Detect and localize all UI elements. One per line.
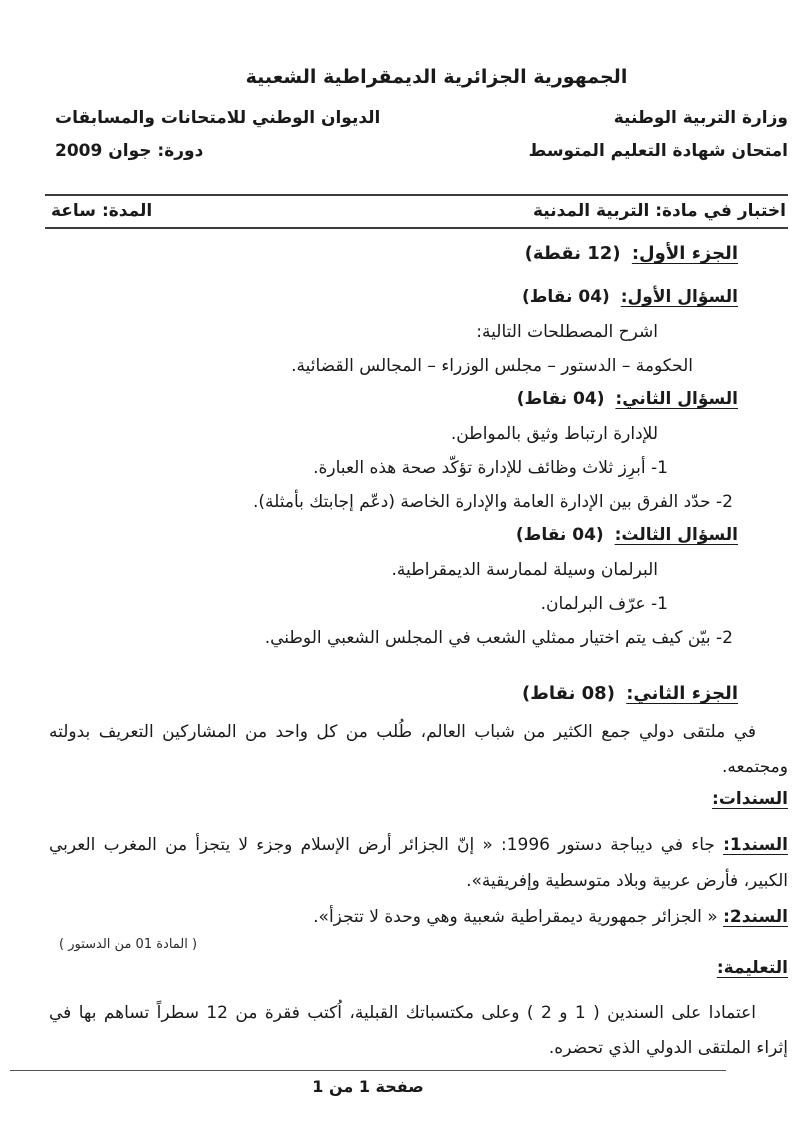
- question3-line: 2- بيّن كيف يتم اختيار ممثلي الشعب في المجلس الشعبي الوطني.: [264, 628, 733, 648]
- document-2: [49, 899, 788, 935]
- question1-line: الحكومة – الدستور – مجلس الوزراء – المجالس القضائية.: [291, 356, 693, 376]
- part2-points: (08 نقاط): [521, 683, 615, 704]
- duration-line: المدة: ساعة: [51, 201, 153, 221]
- exam-info-bar: [45, 194, 788, 229]
- question3-points: (04 نقاط): [515, 525, 604, 545]
- part1-heading: [45, 243, 738, 269]
- document-1: [49, 827, 788, 899]
- question1-title: السؤال الأول:: [620, 287, 738, 307]
- question2-heading: [45, 389, 738, 413]
- documents-title: السندات:: [712, 789, 788, 809]
- header-left-column: [0, 102, 380, 168]
- document-1-text: جاء في ديباجة دستور 1996: « إنّ الجزائر أرض الإسلام وجزء لا يتجزأ من المغرب العربي الكبير، فأرض عربية وبلاد متوسطية وإفريقية».: [49, 835, 788, 891]
- part2-heading: [45, 683, 738, 709]
- question3-line: 1- عرّف البرلمان.: [540, 594, 668, 614]
- question3-line: البرلمان وسيلة لممارسة الديمقراطية.: [391, 560, 658, 580]
- question2-title: السؤال الثاني:: [615, 389, 738, 409]
- exam-office-line: الديوان الوطني للامتحانات والمسابقات: [55, 108, 381, 128]
- document-source-note: ( المادة 01 من الدستور ): [59, 937, 198, 952]
- document-header: [45, 102, 788, 168]
- part2-intro-paragraph: في ملتقى دولي جمع الكثير من شباب العالم، طُلب من كل واحد من المشاركين التعريف بدولته ومجتمعه.: [49, 722, 788, 777]
- question1-points: (04 نقاط): [522, 287, 610, 307]
- question2-line: 2- حدّد الفرق بين الإدارة العامة والإدارة الخاصة (دعّم إجابتك بأمثلة).: [252, 492, 733, 512]
- page-footer: [10, 1070, 726, 1096]
- question3-heading: [45, 525, 738, 549]
- documents-heading: [45, 789, 788, 813]
- ministry-line: وزارة التربية الوطنية: [613, 108, 788, 128]
- exam-name-line: امتحان شهادة التعليم المتوسط: [528, 141, 788, 161]
- header-right-column: [529, 102, 788, 168]
- part1-title: الجزء الأول:: [631, 243, 738, 264]
- subject-line: اختبار في مادة: التربية المدنية: [532, 201, 786, 221]
- question2-line: 1- أبرِز ثلاث وظائف للإدارة تؤكّد صحة هذه العبارة.: [313, 458, 668, 478]
- instruction-title: التعليمة:: [716, 958, 788, 978]
- question2-line: للإدارة ارتباط وثيق بالمواطن.: [450, 424, 658, 444]
- republic-title: الجمهورية الجزائرية الديمقراطية الشعبية: [245, 66, 628, 88]
- document-2-label: السند2:: [723, 907, 788, 927]
- question1-heading: [45, 287, 738, 311]
- instruction-heading: [45, 958, 788, 982]
- page-number: صفحة 1 من 1: [312, 1077, 424, 1096]
- part2-title: الجزء الثاني:: [626, 683, 738, 704]
- question3-title: السؤال الثالث:: [614, 525, 738, 545]
- instruction-paragraph: اعتمادا على السندين ( 1 و 2 ) وعلى مكتسباتك القبلية، اُكتب فقرة من 12 سطراً تساهم بها في إثراء الملتقى الدولي الذي تحضره.: [49, 1003, 788, 1058]
- session-line: دورة: جوان 2009: [55, 141, 204, 161]
- part1-points: (12 نقطة): [524, 243, 621, 264]
- question2-points: (04 نقاط): [516, 389, 605, 409]
- document-2-text: « الجزائر جمهورية ديمقراطية شعبية وهي وحدة لا تتجزأ».: [313, 907, 718, 927]
- question1-line: اشرح المصطلحات التالية:: [476, 322, 658, 342]
- document-1-label: السند1:: [723, 835, 789, 855]
